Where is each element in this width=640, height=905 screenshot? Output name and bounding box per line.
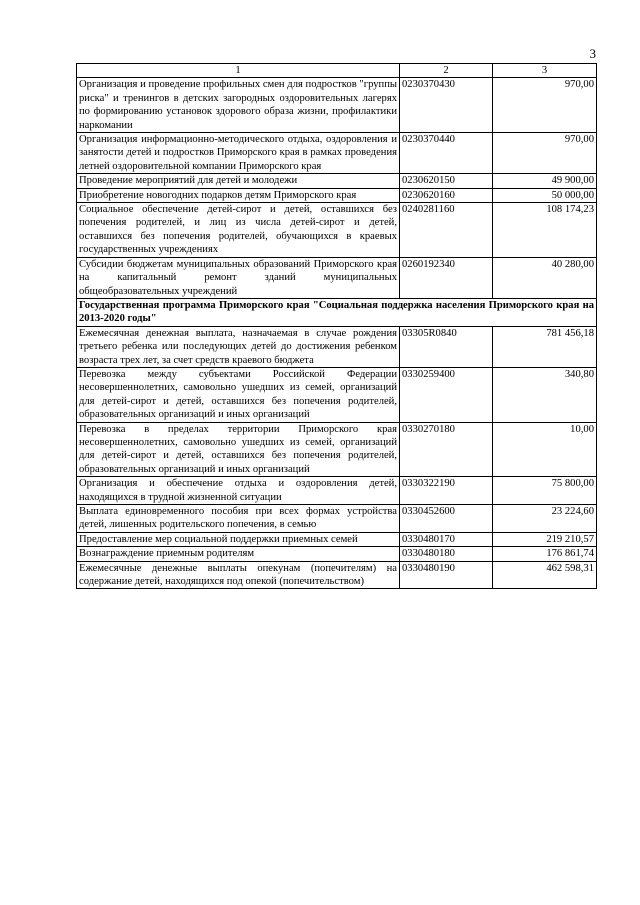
page-number: 3 (589, 46, 596, 61)
table-row (77, 133, 597, 174)
item-amount: 23 224,60 (493, 505, 597, 533)
item-name: Перевозка в пределах территории Приморского края несовершеннолетних, самовольно ушедших из семей, организаций для детей-сирот и детей, оставшихся без попечения родителей, образовательных организаций и иных организаций (77, 422, 400, 477)
item-name: Социальное обеспечение детей-сирот и детей, оставшихся без попечения родителей, и лиц из числа детей-сирот и детей, оставшихся без попечения родителей, обучающихся в краевых государственных учреждениях (77, 203, 400, 258)
table-row (77, 477, 597, 505)
table-row (77, 367, 597, 422)
item-amount: 40 280,00 (493, 257, 597, 298)
item-amount: 75 800,00 (493, 477, 597, 505)
item-amount: 108 174,23 (493, 203, 597, 258)
table-row (77, 78, 597, 133)
item-code: 0330480180 (400, 547, 493, 561)
item-name: Перевозка между субъектами Российской Федерации несовершеннолетних, самовольно ушедших из семей, организаций для детей-сирот и детей, оставшихся без попечения родителей, образовательных организаций и иных организаций (77, 367, 400, 422)
item-amount: 340,80 (493, 367, 597, 422)
table-row (77, 505, 597, 533)
item-code: 0240281160 (400, 203, 493, 258)
table-row (77, 188, 597, 202)
item-code: 0230620150 (400, 174, 493, 188)
item-name: Вознаграждение приемным родителям (77, 547, 400, 561)
item-code: 0330452600 (400, 505, 493, 533)
header-cell-2: 2 (400, 64, 493, 78)
item-amount: 219 210,57 (493, 532, 597, 546)
table-header-row (77, 64, 597, 78)
item-code: 0230370430 (400, 78, 493, 133)
item-code: 03305R0840 (400, 326, 493, 367)
item-amount: 49 900,00 (493, 174, 597, 188)
item-name: Проведение мероприятий для детей и молодежи (77, 174, 400, 188)
item-amount: 10,00 (493, 422, 597, 477)
item-code: 0330259400 (400, 367, 493, 422)
table-row (77, 547, 597, 561)
item-name: Организация информационно-методического отдыха, оздоровления и занятости детей и подростков Приморского края в рамках проведения летней оздоровительной компании Приморского края (77, 133, 400, 174)
table-row (77, 561, 597, 589)
item-code: 0230620160 (400, 188, 493, 202)
item-amount: 176 861,74 (493, 547, 597, 561)
item-name: Выплата единовременного пособия при всех формах устройства детей, лишенных родительского попечения, в семью (77, 505, 400, 533)
item-amount: 50 000,00 (493, 188, 597, 202)
item-amount: 462 598,31 (493, 561, 597, 589)
item-code: 0330480190 (400, 561, 493, 589)
program-row (77, 298, 597, 326)
item-name: Предоставление мер социальной поддержки приемных семей (77, 532, 400, 546)
item-name: Приобретение новогодних подарков детям Приморского края (77, 188, 400, 202)
item-code: 0260192340 (400, 257, 493, 298)
item-name: Ежемесячные денежные выплаты опекунам (попечителям) на содержание детей, находящихся под опекой (попечительством) (77, 561, 400, 589)
table-row (77, 174, 597, 188)
item-code: 0330270180 (400, 422, 493, 477)
table-row (77, 422, 597, 477)
table-row (77, 203, 597, 258)
item-code: 0230370440 (400, 133, 493, 174)
program-title: Государственная программа Приморского края "Социальная поддержка населения Приморского края на 2013-2020 годы" (77, 298, 597, 326)
item-code: 0330480170 (400, 532, 493, 546)
budget-table (76, 63, 597, 589)
table-row (77, 257, 597, 298)
item-amount: 970,00 (493, 78, 597, 133)
item-name: Организация и проведение профильных смен для подростков "группы риска" и тренингов в детских загородных оздоровительных лагерях по формированию установок здорового образа жизни, профилактики наркомании (77, 78, 400, 133)
item-code: 0330322190 (400, 477, 493, 505)
table-row (77, 326, 597, 367)
item-name: Организация и обеспечение отдыха и оздоровления детей, находящихся в трудной жизненной ситуации (77, 477, 400, 505)
header-cell-3: 3 (493, 64, 597, 78)
table-row (77, 532, 597, 546)
item-name: Субсидии бюджетам муниципальных образований Приморского края на капитальный ремонт зданий муниципальных общеобразовательных учреждений (77, 257, 400, 298)
item-amount: 970,00 (493, 133, 597, 174)
item-name: Ежемесячная денежная выплата, назначаемая в случае рождения третьего ребенка или последующих детей до достижения ребенком возраста трех лет, за счет средств краевого бюджета (77, 326, 400, 367)
header-cell-1: 1 (77, 64, 400, 78)
item-amount: 781 456,18 (493, 326, 597, 367)
